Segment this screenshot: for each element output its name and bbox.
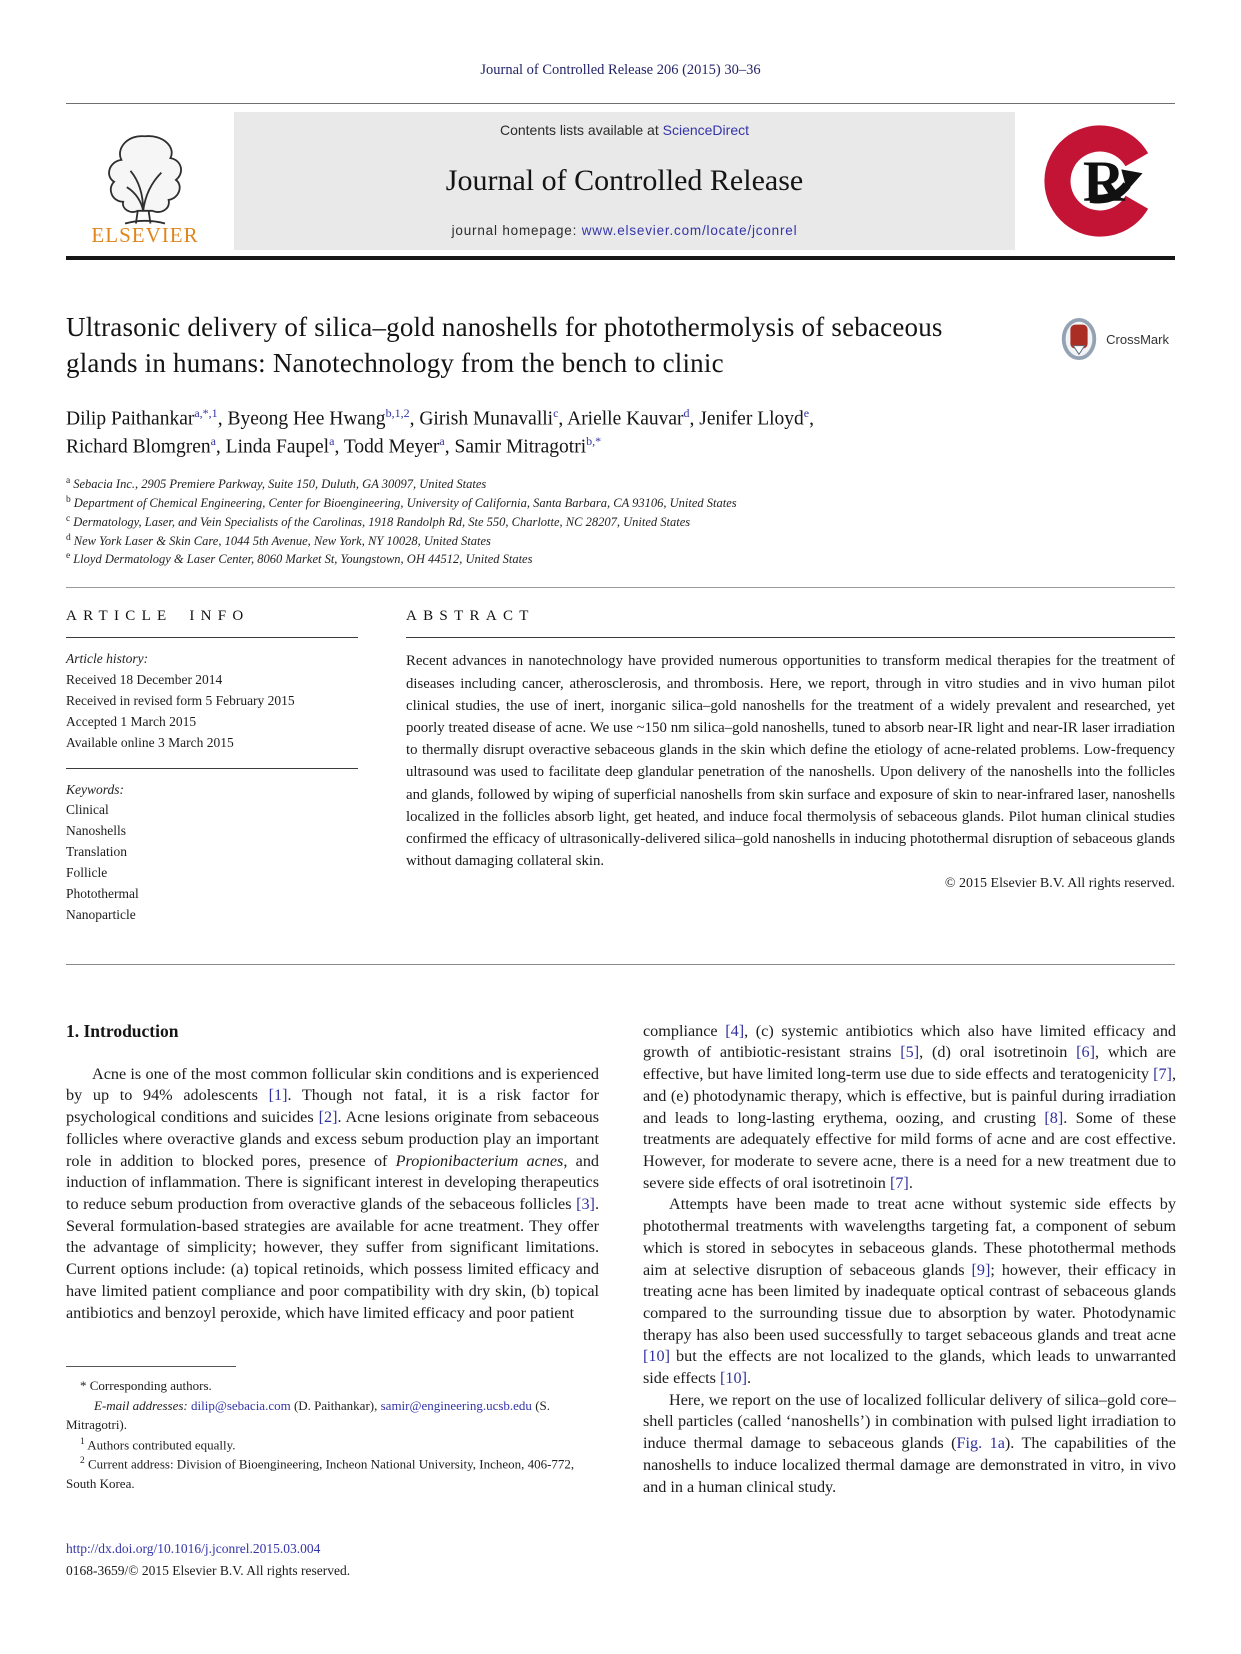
author-sep: , (215, 436, 226, 458)
email-addresses-note (66, 1396, 606, 1435)
section-divider (66, 587, 1175, 588)
affiliation (66, 494, 1175, 513)
author: Dilip Paithankar (66, 408, 195, 430)
author-sup: a (210, 434, 216, 449)
contents-line (500, 122, 749, 138)
abstract-copyright: © 2015 Elsevier B.V. All rights reserved. (944, 876, 1175, 892)
author-sep: , (217, 408, 228, 430)
masthead (66, 112, 1175, 250)
keyword: Translation (66, 844, 128, 860)
affiliation (66, 475, 1175, 494)
body-divider (66, 964, 1175, 965)
author-sup: b,* (586, 434, 602, 449)
svg-text:R: R (1082, 148, 1125, 214)
author-line-2 (66, 433, 1175, 461)
article-info-column (66, 608, 358, 939)
elsevier-logo[interactable] (66, 112, 224, 250)
article-title: Ultrasonic delivery of silica–gold nanoshells for photothermolysis of sebaceous glands in humans: Nanotechnology from the bench to clinic (66, 312, 943, 378)
footnote-star: * (80, 1378, 87, 1393)
author: Samir Mitragotri (454, 436, 587, 458)
species-name: Propionibacterium acnes (395, 1151, 564, 1170)
footnotes (66, 1366, 606, 1494)
author-sep: , (689, 408, 700, 430)
author-sep: , (809, 408, 814, 430)
doi-link[interactable]: http://dx.doi.org/10.1016/j.jconrel.2015.03.004 (66, 1541, 321, 1556)
corresponding-authors-note (66, 1376, 606, 1396)
affiliation-text: New York Laser & Skin Care, 1044 5th Avenue, New York, NY 10028, United States (73, 533, 491, 548)
author: Jenifer Lloyd (699, 408, 804, 430)
affiliation-sup: a (66, 475, 71, 486)
crossmark-icon (1057, 316, 1101, 362)
elsevier-tree-icon (89, 129, 201, 229)
abstract-text: Recent advances in nanotechnology have provided numerous opportunities to transform medical therapies for the treatment of diseases including cancer, atherosclerosis, and thrombosis. Here, we report, through in vitro studies and in vivo human pilot clinical studies, the use of inert, inorganic silica–gold nanoshells for the treatment of a widely prevalent and researched, yet poorly treated disease of acne. We use ~150 nm silica–gold nanoshells, tuned to absorb near-IR light and near-IR laser irradiation to thermally disrupt overactive sebaceous glands in the skin which define the etiology of acne-related problems. Low-frequency ultrasound was used to facilitate deep glandular penetration of the nanoshells. Upon delivery of the nanoshells into the follicles and glands, followed by wiping of superficial nanoshells from skin surface and exposure of skin to near-infrared laser, nanoshells localized in the follicles absorb light, get heated, and induce focal thermolysis of sebaceous glands. Pilot human clinical studies confirmed the efficacy of ultrasonically-delivered silica–gold nanoshells in inducing photothermal disruption of sebaceous glands without damaging collateral skin. (406, 653, 1175, 870)
author-sup: b,1,2 (385, 406, 410, 421)
email-label: E-mail addresses: (94, 1397, 188, 1413)
author-sup: a (329, 434, 335, 449)
intro-paragraph (66, 1064, 599, 1324)
body-paragraph: Attempts have been made to treat acne without systemic side effects by photothermal treatments with wavelengths targeting fat, a component of sebum which is stored in sebocytes in sebaceous glands. These photothermal methods aim at selective disruption of sebaceous glands [9]; however, their efficacy in treating acne has been limited by inadequate optical contrast of sebaceous glands compared to the surrounding tissue due to absorption by water. Photodynamic therapy has also been used successfully to target sebaceous glands and treat acne [10] but the effects are not localized to the glands, which leads to unwarranted side effects [10]. (643, 1195, 1176, 1388)
footnote-sup: 1 (80, 1436, 85, 1447)
body-paragraph: compliance [4], (c) systemic antibiotics which also have limited efficacy and growth of antibiotic-resistant strains [5], (d) oral isotretinoin [6], which are effective, but have limited long-term use due to side effects and teratogenicity [7], and (e) photodynamic therapy, which is effective, but is painful during irradiation and leads to long-lasting erythema, oozing, and crusting [8]. Some of these treatments are adequately effective for mild forms of acne and are cost effective. However, for moderate to severe acne, there is a need for a new treatment due to severe side effects of oral isotretinoin [7]. (643, 1021, 1177, 1192)
keyword: Follicle (66, 865, 108, 881)
section-heading-introduction: 1. Introduction (66, 1020, 179, 1041)
masthead-bottom-bar (66, 256, 1175, 260)
homepage-prefix: journal homepage: (451, 223, 582, 238)
article-info-heading: ARTICLE INFO (66, 608, 358, 638)
author-line-1 (66, 405, 1175, 433)
footnote-rule (66, 1366, 236, 1367)
title-block (66, 310, 1175, 381)
body-paragraph: Here, we report on the use of localized follicular delivery of silica–gold core–shell particles (called ‘nanoshells’) in combination with pulsed light irradiation to induce thermal damage to sebaceous glands (Fig. 1a). The capabilities of the nanoshells to induce localized thermal damage are demonstrated in vitro, in vivo and in a human clinical study. (643, 1390, 1176, 1496)
intro-paragraph-part: Acne is one of the most common follicular skin conditions and is experienced by up to 94% adolescents [1]. Though not fatal, it is a risk factor for psychological conditions and suicides [2]. Acne lesions originate from sebaceous follicles where overactive glands and excess sebum production play an important role in addition to blocked pores, presence of (66, 1064, 599, 1170)
email-link-paithankar[interactable]: dilip@sebacia.com (191, 1397, 291, 1413)
article-history (66, 638, 358, 768)
abstract-heading: ABSTRACT (406, 608, 1175, 638)
author: Todd Meyer (343, 436, 440, 458)
top-divider (66, 103, 1175, 104)
page-footer (66, 1538, 350, 1581)
info-abstract-section (66, 608, 1175, 939)
history-label: Article history: (66, 651, 149, 667)
crossmark-label: CrossMark (1106, 331, 1169, 347)
keyword: Photothermal (66, 885, 139, 901)
keyword: Nanoshells (66, 823, 126, 839)
email-link-mitragotri[interactable]: samir@engineering.ucsb.edu (380, 1397, 532, 1413)
keyword: Clinical (66, 802, 109, 818)
rights-line: 0168-3659/© 2015 Elsevier B.V. All rights reserved. (66, 1562, 351, 1578)
sciencedirect-link[interactable]: ScienceDirect (662, 122, 749, 138)
author-sep: , (444, 436, 455, 458)
author-sup: c (553, 406, 559, 421)
footnote-2 (66, 1454, 606, 1493)
homepage-link[interactable]: www.elsevier.com/locate/jconrel (581, 223, 798, 238)
crossmark-badge[interactable] (1057, 316, 1169, 362)
journal-reference: Journal of Controlled Release 206 (2015) 30–36 (480, 62, 761, 78)
affiliation-sup: c (66, 513, 71, 524)
affiliation-text: Sebacia Inc., 2905 Premiere Parkway, Suite 150, Duluth, GA 30097, United States (73, 477, 487, 491)
footnote-text: (S. Mitragotri). (66, 1397, 550, 1432)
author-sup: e (803, 406, 810, 421)
affiliation-sup: d (66, 532, 71, 543)
author: Girish Munavalli (419, 408, 554, 430)
intro-paragraph-part: , and induction of inflammation. There is significant interest in developing therapeutics to reduce sebum production from overactive glands of the sebaceous follicles [3]. Several formulation-based strategies are available for acne treatment. They offer the advantage of simplicity; however, they suffer from significant limitations. Current options include: (a) topical retinoids, which possess limited efficacy and have limited patient compliance and poor compatibility with dry skin, (b) topical antibiotics and benzoyl peroxide, which have limited efficacy and poor patient (66, 1151, 600, 1322)
affiliation-sup: e (66, 551, 71, 562)
elsevier-wordmark: ELSEVIER (91, 223, 199, 247)
author-sup: a (439, 434, 445, 449)
history-item: Received 18 December 2014 (66, 671, 223, 687)
affiliation (66, 532, 1175, 551)
author: Byeong Hee Hwang (227, 408, 386, 430)
history-item: Accepted 1 March 2015 (66, 713, 197, 729)
author-list (66, 405, 1175, 461)
affiliation-text: Department of Chemical Engineering, Center for Bioengineering, University of California, Santa Barbara, CA 93106, United States (73, 495, 737, 510)
keywords-block (66, 769, 358, 940)
author-sep: , (409, 408, 420, 430)
jcr-logo-icon (1042, 123, 1158, 239)
homepage-line (452, 223, 798, 238)
author-sep: , (558, 408, 568, 430)
author-sup: d (683, 406, 690, 421)
journal-title: Journal of Controlled Release (445, 163, 804, 197)
affiliation (66, 513, 1175, 532)
contents-prefix: Contents lists available at (499, 122, 663, 138)
author: Linda Faupel (225, 436, 330, 458)
affiliation-list (66, 475, 1175, 570)
footnote-text: Corresponding authors. (86, 1378, 212, 1393)
masthead-center (234, 112, 1015, 250)
affiliation (66, 550, 1175, 569)
author-sep: , (334, 436, 344, 458)
author: Richard Blomgren (66, 436, 211, 458)
footnote-text: Authors contributed equally. (84, 1436, 236, 1452)
footnote-text: (D. Paithankar), (290, 1397, 381, 1413)
footnote-text: Current address: Division of Bioengineering, Incheon National University, Incheon, 406-772, South Korea. (66, 1456, 575, 1492)
author: Arielle Kauvar (567, 408, 684, 430)
jcr-logo[interactable] (1025, 112, 1175, 250)
keywords-label: Keywords: (66, 781, 124, 797)
affiliation-sup: b (66, 494, 71, 505)
author-sup: a,*,1 (194, 406, 218, 421)
history-item: Received in revised form 5 February 2015 (66, 692, 295, 708)
history-item: Available online 3 March 2015 (66, 734, 234, 750)
right-column (643, 1021, 1176, 1498)
affiliation-text: Lloyd Dermatology & Laser Center, 8060 Market St, Youngstown, OH 44512, United States (73, 552, 533, 567)
footnote-sup: 2 (80, 1456, 85, 1467)
affiliation-text: Dermatology, Laser, and Vein Specialists of the Carolinas, 1918 Randolph Rd, Ste 550, Charlotte, NC 28207, United States (73, 514, 691, 529)
footnote-1 (66, 1435, 606, 1455)
abstract-column (406, 608, 1175, 939)
keyword: Nanoparticle (66, 906, 136, 922)
